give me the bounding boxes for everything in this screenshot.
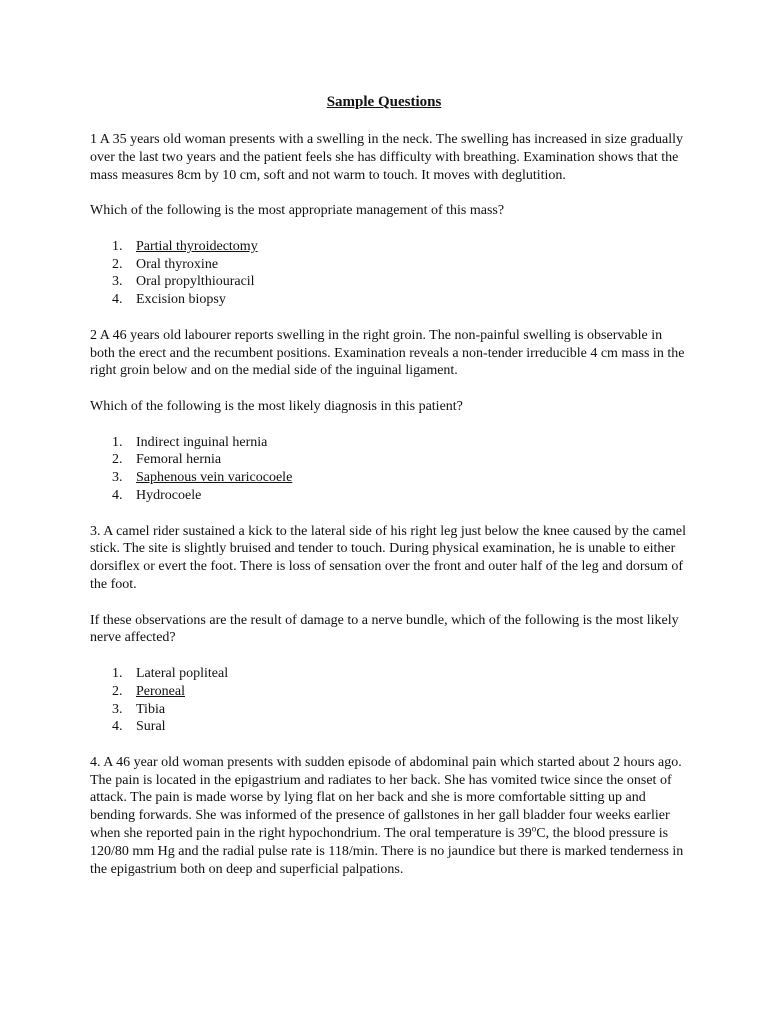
option-item (90, 718, 690, 736)
option-number: 2. (112, 683, 123, 699)
option-text: Sural (136, 719, 166, 735)
question-prompt: Which of the following is the most appropriate management of this mass? (90, 203, 505, 219)
option-item (90, 238, 690, 256)
option-text-correct: Partial thyroidectomy (136, 238, 258, 254)
option-item (90, 665, 690, 683)
degree-superscript: o (531, 823, 537, 834)
question-prompt: If these observations are the result of damage to a nerve bundle, which of the following is the most likely nerve affected? (90, 612, 679, 646)
option-text: Hydrocoele (136, 487, 202, 503)
option-text: Oral thyroxine (136, 256, 219, 272)
question-stem-part-2: C, the blood pressure is 120/80 mm Hg and the radial pulse rate is 118/min. There is no jaundice but there is marked tenderness in the epigastrium both on deep and superficial palpations. (90, 826, 684, 877)
option-number: 4. (112, 719, 123, 735)
option-text: Femoral hernia (136, 452, 222, 468)
options-list (90, 665, 690, 736)
option-item (90, 291, 690, 309)
question-stem: 1 A 35 years old woman presents with a swelling in the neck. The swelling has increased in size gradually over the last two years and the patient feels she has difficulty with breathing. Examination shows that the mass measures 8cm by 10 cm, soft and not warm to touch. It moves with deglutition. (90, 132, 684, 183)
option-number: 3. (112, 274, 123, 290)
option-text: Indirect inguinal hernia (136, 434, 268, 450)
option-text-correct: Saphenous vein varicocoele (136, 470, 293, 486)
question-stem (90, 754, 690, 879)
options-list (90, 238, 690, 309)
question-2 (90, 327, 690, 505)
question-prompt: Which of the following is the most likely diagnosis in this patient? (90, 398, 463, 414)
option-item (90, 487, 690, 505)
option-number: 3. (112, 701, 123, 717)
question-stem: 2 A 46 years old labourer reports swelling in the right groin. The non-painful swelling is observable in both the erect and the recumbent positions. Examination reveals a non-tender irreducible 4 cm mass in the right groin below and on the medial side of the inguinal ligament. (90, 327, 685, 379)
option-text: Lateral popliteal (136, 665, 229, 681)
option-text: Tibia (136, 701, 166, 717)
option-item (90, 683, 690, 701)
page-title: Sample Questions (326, 94, 442, 110)
options-list (90, 434, 690, 505)
option-text: Oral propylthiouracil (136, 274, 255, 290)
option-item (90, 469, 690, 487)
option-number: 2. (112, 452, 123, 468)
question-stem: 3. A camel rider sustained a kick to the lateral side of his right leg just below the knee caused by the camel stick. The site is slightly bruised and tender to touch. During physical examination, he is unable to either dorsiflex or evert the foot. There is loss of sensation over the front and outer half of the leg and dorsum of the foot. (90, 523, 686, 592)
option-item (90, 451, 690, 469)
option-number: 2. (112, 256, 123, 272)
option-item (90, 256, 690, 274)
option-item (90, 273, 690, 291)
question-1 (90, 131, 690, 309)
option-text: Excision biopsy (136, 292, 226, 308)
option-item (90, 434, 690, 452)
question-4 (90, 754, 690, 879)
option-number: 3. (112, 470, 123, 486)
question-stem-part-1: 4. A 46 year old woman presents with sudden episode of abdominal pain which started about 2 hours ago. The pain is located in the epigastrium and radiates to her back. She has vomited twice since the onset of attack. The pain is made worse by lying flat on her back and she is more comfortable sitting up and bending forwards. She was informed of the presence of gallstones in her gall bladder four weeks earlier when she reported pain in the right hypochondrium. The oral temperature is 39 (90, 754, 682, 842)
option-number: 4. (112, 487, 123, 503)
question-3 (90, 523, 690, 737)
option-number: 1. (112, 434, 123, 450)
option-text-correct: Peroneal (136, 683, 185, 699)
option-number: 1. (112, 665, 123, 681)
option-item (90, 701, 690, 719)
questions-body (90, 131, 690, 878)
option-number: 1. (112, 238, 123, 254)
option-number: 4. (112, 292, 123, 308)
